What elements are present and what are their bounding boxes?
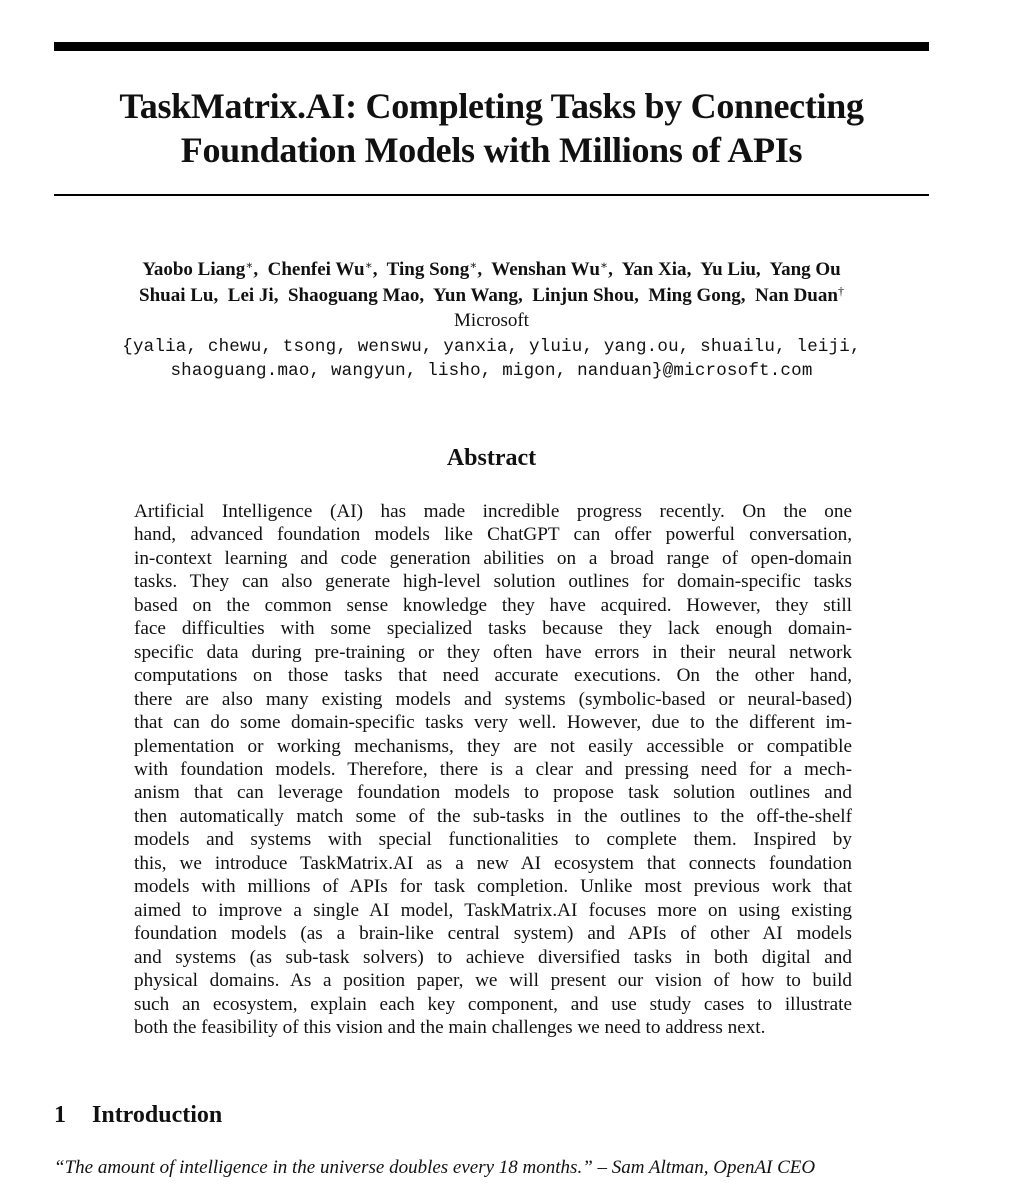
abstract-line: specific data during pre-training or they often have errors in their neural network: [134, 641, 852, 663]
abstract-line: plementation or working mechanisms, they are not easily accessible or compatible: [134, 735, 852, 757]
abstract-line: anism that can leverage foundation models to propose task solution outlines and: [134, 782, 852, 804]
author-list: [54, 257, 929, 309]
author-name: Linjun Shou: [532, 285, 635, 306]
abstract-line: in-context learning and code generation abilities on a broad range of open-domain: [134, 547, 852, 569]
abstract-line: physical domains. As a position paper, we will present our vision of how to build: [134, 970, 852, 992]
section-title: Introduction: [92, 1102, 223, 1128]
abstract-line: based on the common sense knowledge they have acquired. However, they still: [134, 594, 852, 616]
abstract-line: with foundation models. Therefore, there is a clear and pressing need for a mech-: [134, 758, 852, 780]
abstract-line: computations on those tasks that need accurate executions. On the other hand,: [134, 665, 852, 687]
affiliation: Microsoft: [454, 310, 529, 331]
author-footnote-mark: ∗: [245, 258, 254, 272]
abstract-body: [134, 500, 852, 1039]
abstract-line: aimed to improve a single AI model, TaskMatrix.AI focuses more on using existing: [134, 899, 852, 921]
title-line-2: Foundation Models with Millions of APIs: [180, 130, 803, 170]
author-name: Ting Song: [386, 259, 470, 280]
title-line-1: TaskMatrix.AI: Completing Tasks by Connecting: [119, 86, 864, 126]
email-line-1: {yalia, chewu, tsong, wenswu, yanxia, yluiu, yang.ou, shuailu, leiji,: [122, 337, 861, 357]
author-name: Nan Duan: [755, 285, 838, 306]
author-name: Yun Wang: [432, 285, 518, 306]
section-number: 1: [54, 1102, 66, 1128]
author-name: Ming Gong: [648, 285, 741, 306]
author-name: Yu Liu: [700, 259, 756, 280]
abstract-line: models and systems with special functionalities to complete them. Inspired by: [134, 829, 852, 851]
abstract-line: tasks. They can also generate high-level solution outlines for domain-specific tasks: [134, 571, 852, 593]
author-name: Wenshan Wu: [491, 259, 600, 280]
section-heading-introduction: [54, 1100, 929, 1130]
author-name: Lei Ji: [227, 285, 274, 306]
abstract-line: face difficulties with some specialized tasks because they lack enough domain-: [134, 618, 852, 640]
abstract-line: that can do some domain-specific tasks very well. However, due to the different im-: [134, 712, 852, 734]
author-footnote-mark: ∗: [469, 258, 478, 272]
abstract-line: then automatically match some of the sub-tasks in the outlines to the off-the-shelf: [134, 805, 852, 827]
author-name: Yang Ou: [769, 259, 841, 280]
title-top-rule: [54, 42, 929, 51]
epigraph-quote: “The amount of intelligence in the universe doubles every 18 months.” – Sam Altman, OpenAI CEO: [54, 1157, 816, 1178]
author-footnote-mark: †: [837, 284, 844, 298]
author-footnote-mark: ∗: [599, 258, 609, 272]
author-name: Shaoguang Mao: [287, 285, 420, 306]
author-name: Yaobo Liang: [142, 259, 246, 280]
abstract-line: models with millions of APIs for task completion. Unlike most previous work that: [134, 876, 852, 898]
author-line-2: Shuai Lu, Lei Ji, Shaoguang Mao, Yun Wang, Linjun Shou, Ming Gong, Nan Duan†: [139, 284, 844, 306]
author-name: Chenfei Wu: [267, 259, 365, 280]
author-line-1: Yaobo Liang∗, Chenfei Wu∗, Ting Song∗, Wenshan Wu∗, Yan Xia, Yu Liu, Yang Ou: [142, 258, 841, 280]
author-emails: [54, 335, 929, 383]
abstract-line: this, we introduce TaskMatrix.AI as a new AI ecosystem that connects foundation: [134, 852, 852, 874]
title-bottom-rule: [54, 194, 929, 196]
email-line-2: shaoguang.mao, wangyun, lisho, migon, nanduan}@microsoft.com: [170, 361, 813, 381]
author-name: Yan Xia: [621, 259, 687, 280]
author-name: Shuai Lu: [139, 285, 214, 306]
author-footnote-mark: ∗: [364, 258, 373, 272]
abstract-line: and systems (as sub-task solvers) to achieve diversified tasks in both digital and: [134, 946, 852, 968]
abstract-line: both the feasibility of this vision and the main challenges we need to address next.: [134, 1016, 766, 1038]
abstract-line: foundation models (as a brain-like central system) and APIs of other AI models: [134, 923, 852, 945]
abstract-line: hand, advanced foundation models like ChatGPT can offer powerful conversation,: [134, 524, 852, 546]
abstract-heading: Abstract: [446, 445, 537, 471]
paper-title: [54, 84, 929, 172]
abstract-line: Artificial Intelligence (AI) has made incredible progress recently. On the one: [134, 501, 852, 522]
abstract-line: such an ecosystem, explain each key component, and use study cases to illustrate: [134, 993, 852, 1015]
abstract-line: there are also many existing models and systems (symbolic-based or neural-based): [134, 688, 852, 710]
